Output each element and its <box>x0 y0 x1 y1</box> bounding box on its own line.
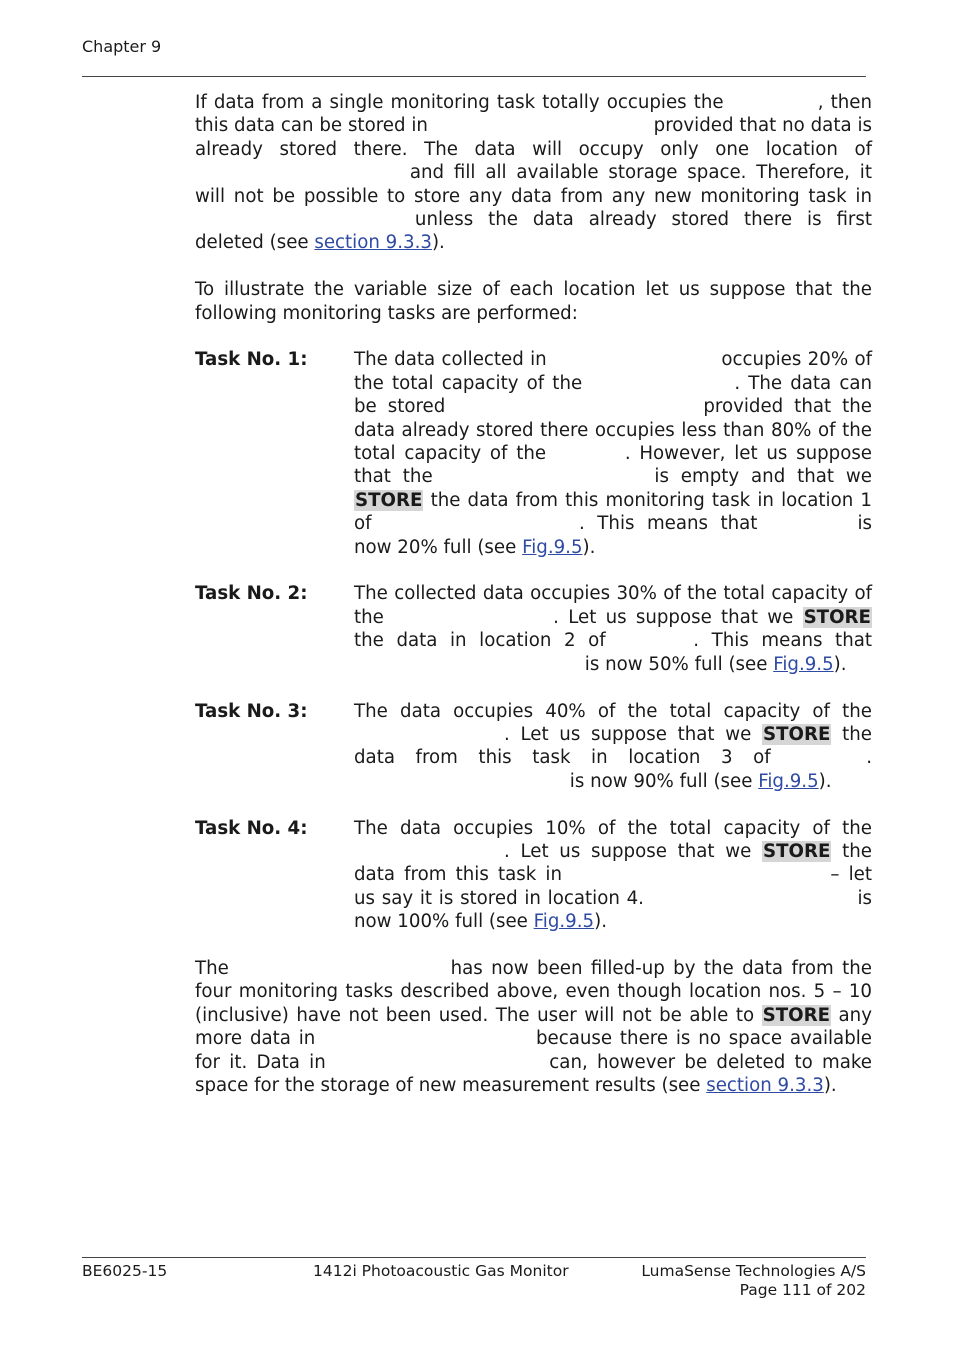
task-description: The data occupies 40% of the total capacity of the . Let us suppose that we STORE the data from this task in location 3 of . is now 90% full (see Fig.9.5). <box>354 700 872 792</box>
paragraph-memory-intro: If data from a single monitoring task totally occupies the , then this data can be stored in provided that no data is already stored there. The data will occupy only one location of and fill all available storage space. Therefore, it will not be possible to store any data from any new monitoring task in unless the data already stored there is first deleted (see section 9.3.3). <box>195 92 872 254</box>
store-key-label: STORE <box>763 840 831 862</box>
footer-page-number: Page 111 of 202 <box>739 1281 866 1299</box>
task-4 <box>195 817 872 934</box>
paragraph-illustrate: To illustrate the variable size of each location let us suppose that the following monitoring tasks are performed: <box>195 279 872 324</box>
store-key-label: STORE <box>355 489 423 511</box>
task-description: The data collected in occupies 20% of the total capacity of the . The data can be stored provided that the data already stored there occupies less than 80% of the total capacity of the . However, let us suppose that the is empty and that we STORE the data from this monitoring task in location 1 of . This means that is now 20% full (see Fig.9.5). <box>354 349 872 558</box>
task-label: Task No. 2: <box>195 583 308 605</box>
task-description: The collected data occupies 30% of the total capacity of the . Let us suppose that we STORE the data in location 2 of . This means that is now 50% full (see Fig.9.5). <box>354 583 872 675</box>
fig-9-5-link[interactable]: Fig.9.5 <box>522 536 583 558</box>
section-9-3-3-link[interactable]: section 9.3.3 <box>314 232 432 254</box>
footer-company: LumaSense Technologies A/S <box>641 1262 866 1280</box>
footer-product: 1412i Photoacoustic Gas Monitor <box>313 1262 569 1280</box>
task-label: Task No. 4: <box>195 817 308 839</box>
fig-9-5-link[interactable]: Fig.9.5 <box>773 653 834 675</box>
section-9-3-3-link[interactable]: section 9.3.3 <box>706 1074 824 1096</box>
fig-9-5-link[interactable]: Fig.9.5 <box>758 770 819 792</box>
paragraph-memory-full: The has now been filled-up by the data from the four monitoring tasks described above, even though location nos. 5 – 10 (inclusive) have not been used. The user will not be able to STORE any more data in because there is no space available for it. Data in can, however be deleted to make space for the storage of new measurement results (see section 9.3.3). <box>195 957 872 1096</box>
task-1 <box>195 348 872 559</box>
footer-rule <box>82 1257 866 1258</box>
task-label: Task No. 1: <box>195 349 308 371</box>
store-key-label: STORE <box>763 723 831 745</box>
footer-doc-id: BE6025-15 <box>82 1262 168 1280</box>
task-3 <box>195 700 872 794</box>
chapter-header: Chapter 9 <box>82 37 162 56</box>
header-rule <box>82 76 866 77</box>
task-description: The data occupies 10% of the total capacity of the . Let us suppose that we STORE the data from this task in – let us say it is stored in location 4. is now 100% full (see Fig.9.5). <box>354 817 872 933</box>
store-key-label: STORE <box>803 606 871 628</box>
task-label: Task No. 3: <box>195 700 308 722</box>
fig-9-5-link[interactable]: Fig.9.5 <box>533 911 595 933</box>
store-key-label: STORE <box>762 1004 831 1026</box>
page-content <box>195 91 872 1121</box>
task-2 <box>195 582 872 676</box>
footer-company-page <box>600 1262 866 1300</box>
